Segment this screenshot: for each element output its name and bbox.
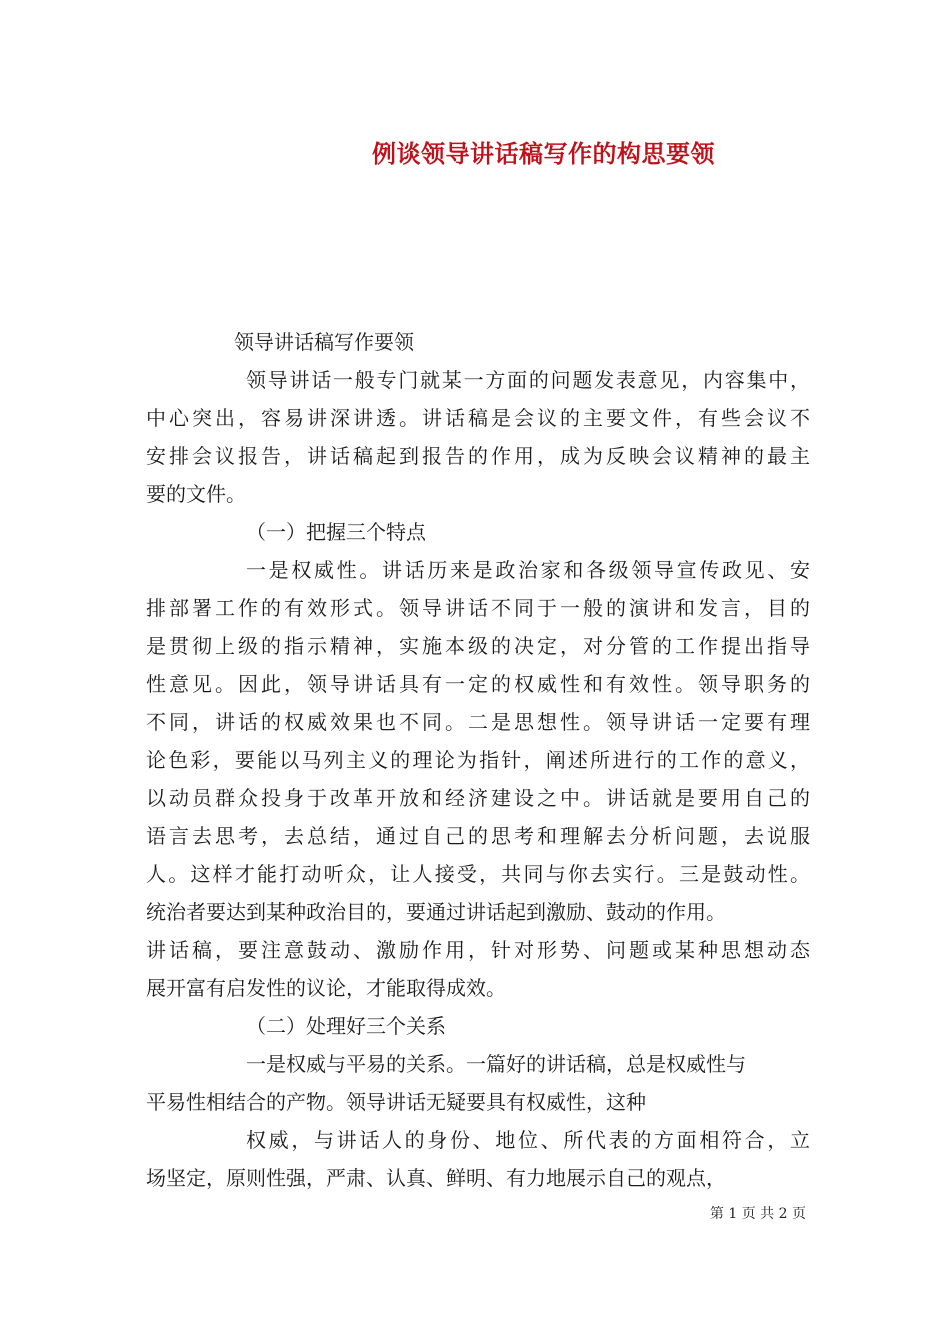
paragraph-line: 统治者要达到某种政治目的，要通过讲话起到激励、鼓动的作用。 — [146, 900, 726, 924]
paragraph-line: 平易性相结合的产物。领导讲话无疑要具有权威性，这种 — [146, 1090, 646, 1114]
page-number-footer: 第 1 页 共 2 页 — [709, 1206, 806, 1222]
paragraph-line: 一是权威与平易的关系。一篇好的讲话稿，总是权威性与 — [246, 1052, 746, 1076]
paragraph-line: 一是权威性。讲话历来是政治家和各级领导宣传政见、安 — [246, 558, 810, 582]
paragraph-line: 以动员群众投身于改革开放和经济建设之中。讲话就是要用自己的 — [146, 786, 810, 810]
paragraph-line: 权威，与讲话人的身份、地位、所代表的方面相符合，立 — [246, 1128, 810, 1152]
document-title: 例谈领导讲话稿写作的构思要领 — [372, 139, 715, 168]
paragraph-line: 要的文件。 — [146, 482, 246, 506]
paragraph-line: 场坚定，原则性强，严肃、认真、鲜明、有力地展示自己的观点， — [146, 1166, 726, 1190]
paragraph-line: 中心突出，容易讲深讲透。讲话稿是会议的主要文件，有些会议不 — [146, 406, 810, 430]
document-body — [146, 323, 810, 1197]
paragraph-line: 语言去思考，去总结，通过自己的思考和理解去分析问题，去说服 — [146, 824, 810, 848]
paragraph-line: 安排会议报告，讲话稿起到报告的作用，成为反映会议精神的最主 — [146, 444, 810, 468]
section-heading: （一）把握三个特点 — [246, 520, 426, 544]
paragraph-line: 论色彩，要能以马列主义的理论为指针，阐述所进行的工作的意义， — [146, 748, 810, 772]
paragraph-line: 人。这样才能打动听众，让人接受，共同与你去实行。三是鼓动性。 — [146, 862, 810, 886]
paragraph-line: 讲话稿，要注意鼓动、激励作用，针对形势、问题或某种思想动态 — [146, 938, 810, 962]
section-heading: （二）处理好三个关系 — [246, 1014, 446, 1038]
paragraph-line: 排部署工作的有效形式。领导讲话不同于一般的演讲和发言，目的 — [146, 596, 810, 620]
paragraph-line: 展开富有启发性的议论，才能取得成效。 — [146, 976, 506, 1000]
paragraph-line: 领导讲话一般专门就某一方面的问题发表意见，内容集中， — [246, 368, 810, 392]
paragraph-line: 是贯彻上级的指示精神，实施本级的决定，对分管的工作提出指导 — [146, 634, 810, 658]
paragraph-line: 性意见。因此，领导讲话具有一定的权威性和有效性。领导职务的 — [146, 672, 810, 696]
section-subtitle: 领导讲话稿写作要领 — [234, 330, 414, 354]
paragraph-line: 不同，讲话的权威效果也不同。二是思想性。领导讲话一定要有理 — [146, 710, 810, 734]
